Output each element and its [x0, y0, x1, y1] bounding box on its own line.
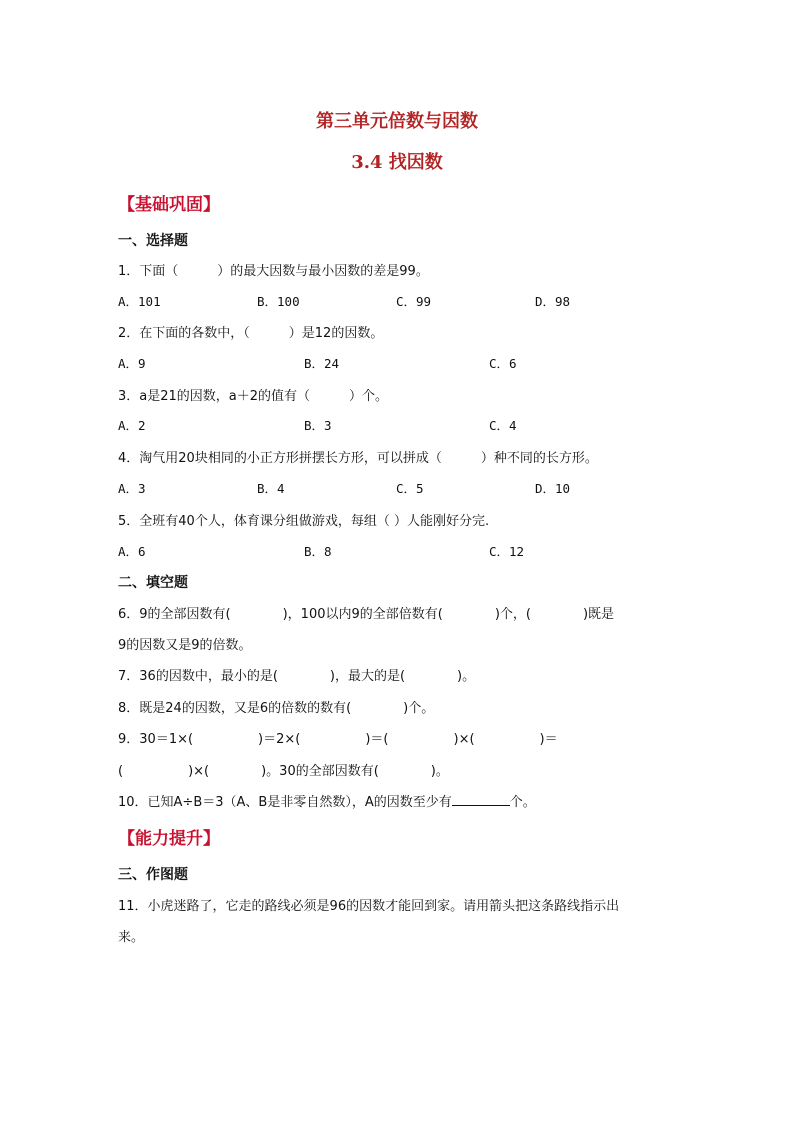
page-title: 第三单元倍数与因数	[316, 111, 478, 132]
question-11-line-2: 来。	[118, 930, 145, 945]
question-6-line-2: 9的因数又是9的倍数。	[118, 638, 252, 653]
answer-blank[interactable]	[452, 793, 510, 806]
question-11-line-1: 11．小虎迷路了，它走的路线必须是96的因数才能回到家。请用箭头把这条路线指示出	[118, 899, 620, 914]
question-10-text: 10．已知A÷B＝3（A、B是非零自然数），A的因数至少有	[118, 795, 452, 810]
heading-choice: 一、选择题	[118, 233, 188, 249]
q2-option-a: A．9	[118, 356, 146, 371]
q4-option-a: A．3	[118, 481, 146, 496]
q5-option-b: B．8	[304, 544, 332, 559]
question-8: 8．既是24的因数，又是6的倍数的数有( )个。	[118, 701, 435, 716]
question-6-line-1: 6．9的全部因数有( )，100以内9的全部倍数有( )个，( )既是	[118, 607, 615, 622]
q1-option-d: D．98	[535, 294, 571, 309]
page-subtitle: 3.4 找因数	[351, 152, 443, 173]
q2-option-c: C．6	[489, 356, 517, 371]
q2-option-b: B．24	[304, 356, 340, 371]
section-advanced: 【能力提升】	[118, 829, 220, 849]
question-9-line-1: 9．30＝1×( )＝2×( )＝( )×( )＝	[118, 732, 558, 747]
question-1: 1．下面（ ）的最大因数与最小因数的差是99。	[118, 264, 429, 279]
q4-option-b: B．4	[257, 481, 285, 496]
question-7: 7．36的因数中，最小的是( )，最大的是( )。	[118, 669, 476, 684]
q3-option-b: B．3	[304, 418, 332, 433]
question-10	[118, 791, 536, 810]
q4-option-d: D．10	[535, 481, 571, 496]
heading-fill: 二、填空题	[118, 575, 188, 591]
heading-draw: 三、作图题	[118, 867, 188, 883]
q5-option-a: A．6	[118, 544, 146, 559]
q1-option-c: C．99	[396, 294, 432, 309]
question-10-suffix: 个。	[509, 795, 536, 810]
question-5: 5．全班有40个人，体育课分组做游戏，每组（ ）人能刚好分完.	[118, 514, 490, 529]
question-2: 2．在下面的各数中，（ ）是12的因数。	[118, 326, 384, 341]
q3-option-a: A．2	[118, 418, 146, 433]
q3-option-c: C．4	[489, 418, 517, 433]
question-4: 4．淘气用20块相同的小正方形拼摆长方形，可以拼成（ ）种不同的长方形。	[118, 451, 598, 466]
q1-option-a: A．101	[118, 294, 161, 309]
section-basic: 【基础巩固】	[118, 195, 220, 215]
question-9-line-2: ( )×( )。30的全部因数有( )。	[118, 764, 449, 779]
q1-option-b: B．100	[257, 294, 300, 309]
q4-option-c: C．5	[396, 481, 424, 496]
q5-option-c: C．12	[489, 544, 525, 559]
question-3: 3．a是21的因数，a＋2的值有（ ）个。	[118, 389, 389, 404]
